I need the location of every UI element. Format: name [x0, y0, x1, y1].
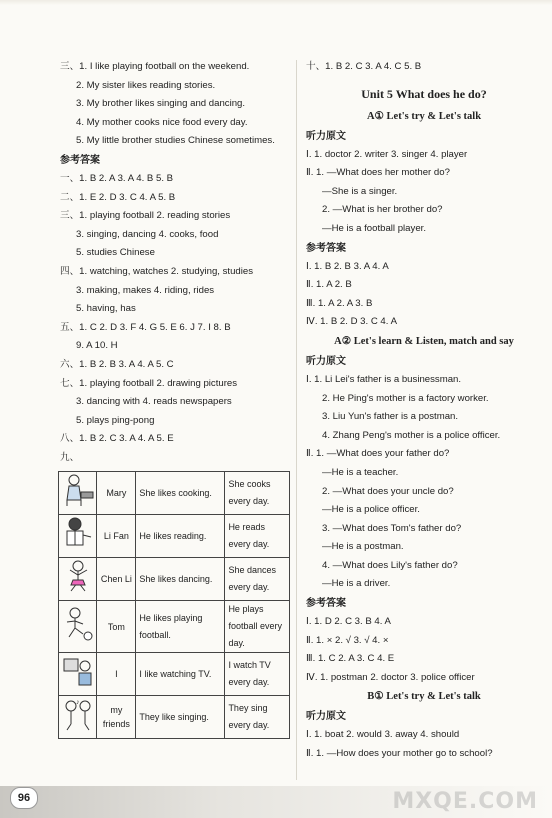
answer-line: Ⅱ. 1. × 2. √ 3. √ 4. × [306, 634, 389, 646]
answer-line: 九、 [60, 451, 80, 463]
person-name: my friends [97, 696, 136, 739]
answer-line: 9. A 10. H [76, 340, 118, 352]
answer-line: 5. My little brother studies Chinese sometimes. [76, 135, 275, 147]
answer-line: Ⅰ. 1. D 2. C 3. B 4. A [306, 616, 391, 628]
cooking-figure-icon [59, 472, 97, 515]
lesson-title: A① Let's try & Let's talk [366, 110, 482, 122]
answer-line: Ⅰ. 1. doctor 2. writer 3. singer 4. player [306, 148, 468, 160]
section-heading: 听力原文 [306, 355, 346, 367]
answer-line: 三、1. I like playing football on the weekend. [60, 61, 250, 72]
answer-line: 5. plays ping-pong [76, 414, 155, 426]
answer-line: Ⅳ. 1. postman 2. doctor 3. police officer [306, 671, 475, 683]
likes-sentence: He likes reading. [136, 515, 225, 558]
answer-line: Ⅰ. 1. boat 2. would 3. away 4. should [306, 729, 460, 741]
answer-line: —He is a postman. [322, 541, 404, 553]
reading-figure-icon [59, 515, 97, 558]
answer-line: 3. Liu Yun's father is a postman. [322, 411, 459, 423]
page-footer [0, 786, 552, 818]
likes-sentence: She likes cooking. [136, 472, 225, 515]
answer-line: 五、1. C 2. D 3. F 4. G 5. E 6. J 7. I 8. B [60, 321, 231, 333]
section-heading: 参考答案 [306, 598, 346, 610]
section-heading: 听力原文 [306, 130, 346, 142]
person-name: Li Fan [97, 515, 136, 558]
likes-sentence: I like watching TV. [136, 653, 225, 696]
answer-line: 四、1. watching, watches 2. studying, studies [60, 265, 254, 277]
answer-line: —He is a police officer. [322, 504, 420, 516]
answer-line: 2. He Ping's mother is a factory worker. [322, 392, 489, 404]
top-shading [0, 0, 552, 5]
page-number: 96 [10, 787, 38, 809]
answer-line: 一、1. B 2. A 3. A 4. B 5. B [60, 172, 174, 184]
lesson-title: B① Let's try & Let's talk [367, 691, 481, 703]
likes-sentence: She likes dancing. [136, 558, 225, 601]
answer-line: —He is a teacher. [322, 466, 399, 478]
answer-line: 4. —What does Lily's father do? [322, 559, 458, 571]
answer-line: 2. —What is her brother do? [322, 204, 443, 216]
table-row [59, 653, 290, 696]
answer-line: 2. My sister likes reading stories. [76, 79, 216, 91]
answer-line: 3. singing, dancing 4. cooks, food [76, 228, 219, 240]
answer-line: 4. My mother cooks nice food every day. [76, 116, 248, 128]
section-heading: 听力原文 [306, 711, 346, 723]
answer-line: —He is a football player. [322, 222, 426, 234]
singing-figure-icon [59, 696, 97, 739]
tv-figure-icon [59, 653, 97, 696]
answer-line: Ⅱ. 1. —What does your father do? [306, 448, 450, 460]
answer-line: Ⅲ. 1. C 2. A 3. C 4. E [306, 653, 395, 665]
likes-sentence: He likes playing football. [136, 601, 225, 653]
habit-sentence: I watch TV every day. [225, 653, 290, 696]
section-heading: 参考答案 [306, 242, 346, 254]
answer-line: 4. Zhang Peng's mother is a police officer. [322, 429, 501, 441]
table-row [59, 696, 290, 739]
answer-line: Ⅱ. 1. —How does your mother go to school? [306, 748, 493, 760]
answer-line: Ⅱ. 1. —What does her mother do? [306, 167, 450, 179]
table-row [59, 472, 290, 515]
habit-sentence: They sing every day. [225, 696, 290, 739]
watermark: MXQE.COM [392, 789, 538, 814]
habit-sentence: She cooks every day. [225, 472, 290, 515]
answer-line: 八、1. B 2. C 3. A 4. A 5. E [60, 433, 174, 445]
section-heading: 参考答案 [60, 154, 100, 166]
answer-line: —She is a singer. [322, 185, 398, 197]
answer-line: Ⅱ. 1. A 2. B [306, 279, 352, 291]
lesson-title: A② Let's learn & Listen, match and say [334, 335, 514, 347]
dancing-figure-icon [59, 558, 97, 601]
left-column [60, 58, 290, 739]
person-name: Mary [97, 472, 136, 515]
habit-sentence: He reads every day. [225, 515, 290, 558]
answer-line: Ⅰ. 1. B 2. B 3. A 4. A [306, 260, 389, 272]
answer-line: 5. studies Chinese [76, 247, 155, 259]
match-table [58, 471, 290, 739]
answer-line: 5. having, has [76, 303, 136, 315]
table-row [59, 601, 290, 653]
answer-line: Ⅳ. 1. B 2. D 3. C 4. A [306, 316, 397, 328]
unit-title: Unit 5 What does he do? [361, 86, 487, 101]
answer-line: Ⅰ. 1. Li Lei's father is a businessman. [306, 373, 462, 385]
football-figure-icon [59, 601, 97, 653]
person-name: I [97, 653, 136, 696]
answer-line: —He is a driver. [322, 578, 391, 590]
habit-sentence: He plays football every day. [225, 601, 290, 653]
right-column [306, 58, 542, 764]
table-row [59, 558, 290, 601]
answer-line: 3. making, makes 4. riding, rides [76, 284, 215, 296]
answer-line: 3. —What does Tom's father do? [322, 522, 462, 534]
habit-sentence: She dances every day. [225, 558, 290, 601]
column-divider [296, 60, 297, 780]
person-name: Chen Li [97, 558, 136, 601]
answer-line: Ⅲ. 1. A 2. A 3. B [306, 297, 373, 309]
svg-text:♪: ♪ [75, 699, 80, 707]
answer-line: 六、1. B 2. B 3. A 4. A 5. C [60, 358, 174, 370]
likes-sentence: They like singing. [136, 696, 225, 739]
answer-line: 七、1. playing football 2. drawing pictures [60, 377, 238, 389]
answer-line: 2. —What does your uncle do? [322, 485, 454, 497]
table-row [59, 515, 290, 558]
answer-line: 十、1. B 2. C 3. A 4. C 5. B [306, 61, 422, 72]
answer-line: 3. My brother likes singing and dancing. [76, 98, 246, 110]
answer-line: 二、1. E 2. D 3. C 4. A 5. B [60, 191, 176, 203]
person-name: Tom [97, 601, 136, 653]
answer-line: 三、1. playing football 2. reading stories [60, 210, 231, 222]
answer-line: 3. dancing with 4. reads newspapers [76, 396, 232, 408]
